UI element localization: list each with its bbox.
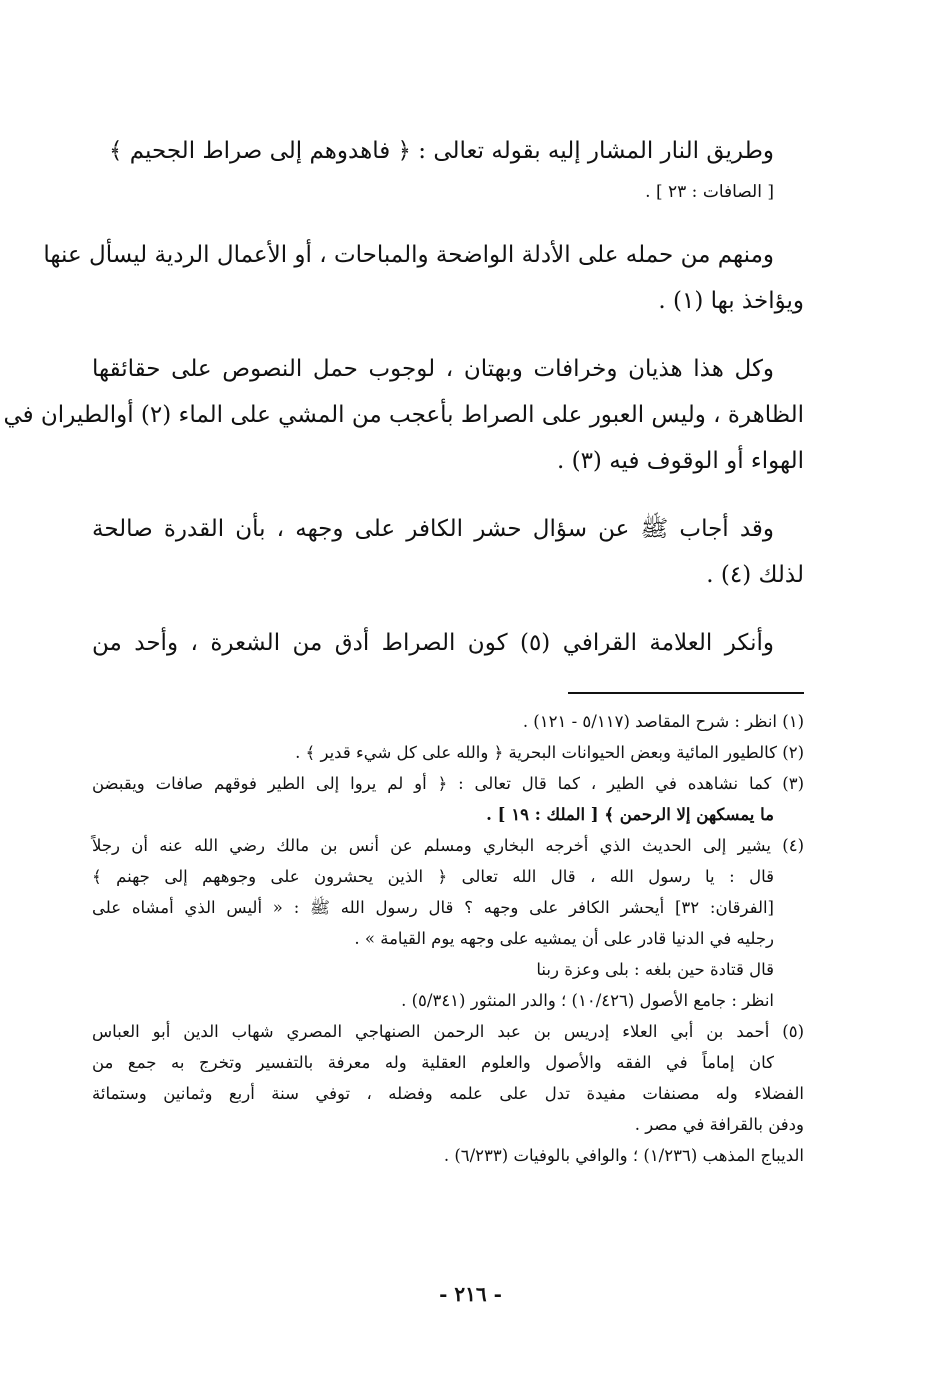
footnote-separator [568,692,804,694]
footnote-5: (٥) أحمد بن أبي العلاء إدريس بن عبد الرحمن الصنهاجي المصري شهاب الدين أبو العباس [92,1022,804,1041]
footnote-4-cont: قال قتادة حين بلغه : بلى وعزة ربنا [536,960,774,979]
footnote-4: (٤) يشير إلى الحديث الذي أخرجه البخاري ومسلم عن أنس بن مالك رضي الله عنه أن رجلاً [92,836,804,855]
footnote-5-cont: كان إماماً في الفقه والأصول والعلوم العقلية وله معرفة بالتفسير وتخرج به جمع من [92,1053,774,1072]
text-line: لذلك (٤) . [706,562,804,588]
footnote-4-cont: [الفرقان: ٣٢] أيحشر الكافر على وجهه ؟ قال رسول الله ﷺ : « أليس الذي أمشاه على [92,898,774,917]
text-line: وطريق النار المشار إليه بقوله تعالى : ﴿ فاهدوهم إلى صراط الجحيم ﴾ [108,138,774,164]
text-line: ومنهم من حمله على الأدلة الواضحة والمباحات ، أو الأعمال الردية ليسأل عنها [43,242,774,268]
text-line: وقد أجاب ﷺ عن سؤال حشر الكافر على وجهه ، بأن القدرة صالحة [92,516,774,542]
footnote-4-cont: رجليه في الدنيا قادر على أن يمشيه على وجهه يوم القيامة » . [354,929,774,948]
page-number: - ٢١٦ - [439,1282,502,1306]
text-line: وكل هذا هذيان وخرافات وبهتان ، لوجوب حمل النصوص على حقائقها [92,356,775,382]
footnote-3-cont: ما يمسكهن إلا الرحمن ﴾ [ الملك : ١٩ ] . [486,805,774,824]
text-line: الهواء أو الوقوف فيه (٣) . [556,448,804,474]
footnote-5-cont: الفضلاء وله مصنفات مفيدة تدل على علمه وفضله ، توفي سنة أربع وثمانين وستمائة [92,1084,804,1103]
footnote-4-cont: قال : يا رسول الله ، قال الله تعالى ﴿ الذين يحشرون على وجوههم إلى جهنم ﴾ [92,867,774,886]
text-line: الظاهرة ، وليس العبور على الصراط بأعجب من المشي على الماء (٢) أوالطيران في [3,402,804,428]
main-text [3,128,804,666]
footnote-5-cont: ودفن بالقرافة في مصر . [634,1115,804,1134]
text-line: ويؤاخذ بها (١) . [658,288,804,314]
footnote-5-cont: الديباج المذهب (١/٢٣٦) ؛ والوافي بالوفيات (٦/٢٣٣) . [443,1146,804,1165]
footnotes [92,706,804,1171]
verse-citation: [ الصافات : ٢٣ ] . [645,182,774,202]
footnote-2: (٢) كالطيور المائية وبعض الحيوانات البحرية ﴿ والله على كل شيء قدير ﴾ . [295,743,804,762]
text-line: وأنكر العلامة القرافي (٥) كون الصراط أدق من الشعرة ، وأحد من [92,630,774,656]
footnote-1: (١) انظر : شرح المقاصد (٥/١١٧ - ١٢١) . [522,712,804,731]
footnote-3: (٣) كما نشاهده في الطير ، كما قال تعالى : ﴿ أو لم يروا إلى الطير فوقهم صافات ويقبضن [92,774,804,793]
footnote-4-cont: انظر : جامع الأصول (١٠/٤٢٦) ؛ والدر المنثور (٥/٣٤١) . [401,991,774,1010]
